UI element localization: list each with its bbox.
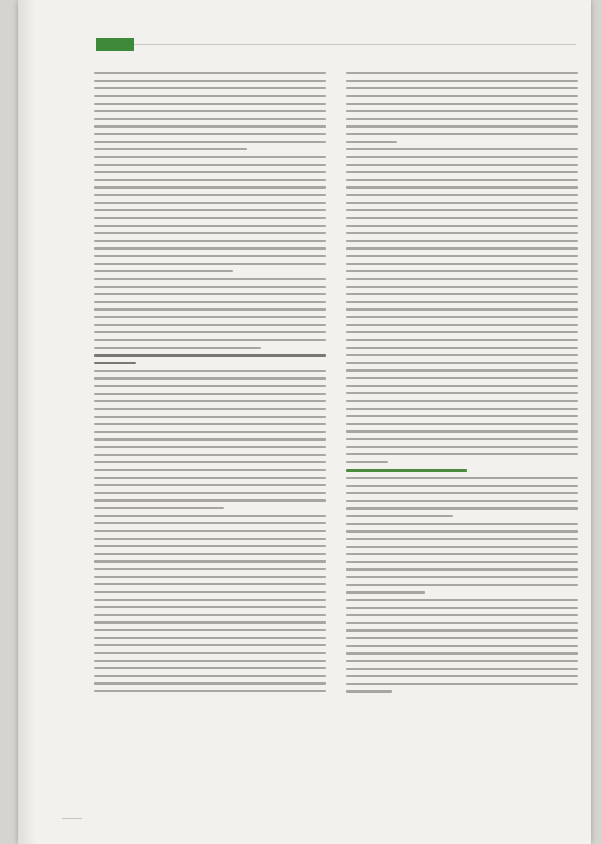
paragraph xyxy=(94,278,326,349)
paragraph xyxy=(94,72,326,150)
left-column xyxy=(94,72,326,698)
paragraph xyxy=(346,599,578,693)
paragraph xyxy=(346,148,578,463)
footer-rule xyxy=(62,818,82,819)
paragraph xyxy=(346,72,578,143)
journal-tag xyxy=(96,38,134,51)
header-rule xyxy=(96,44,576,45)
right-column xyxy=(346,72,578,698)
paragraph xyxy=(94,370,326,509)
paragraph xyxy=(94,156,326,273)
document-page xyxy=(18,0,591,844)
subsection-heading xyxy=(94,354,326,364)
section-heading xyxy=(346,469,578,472)
paragraph xyxy=(346,477,578,517)
paragraph xyxy=(346,523,578,594)
paragraph xyxy=(94,515,326,693)
